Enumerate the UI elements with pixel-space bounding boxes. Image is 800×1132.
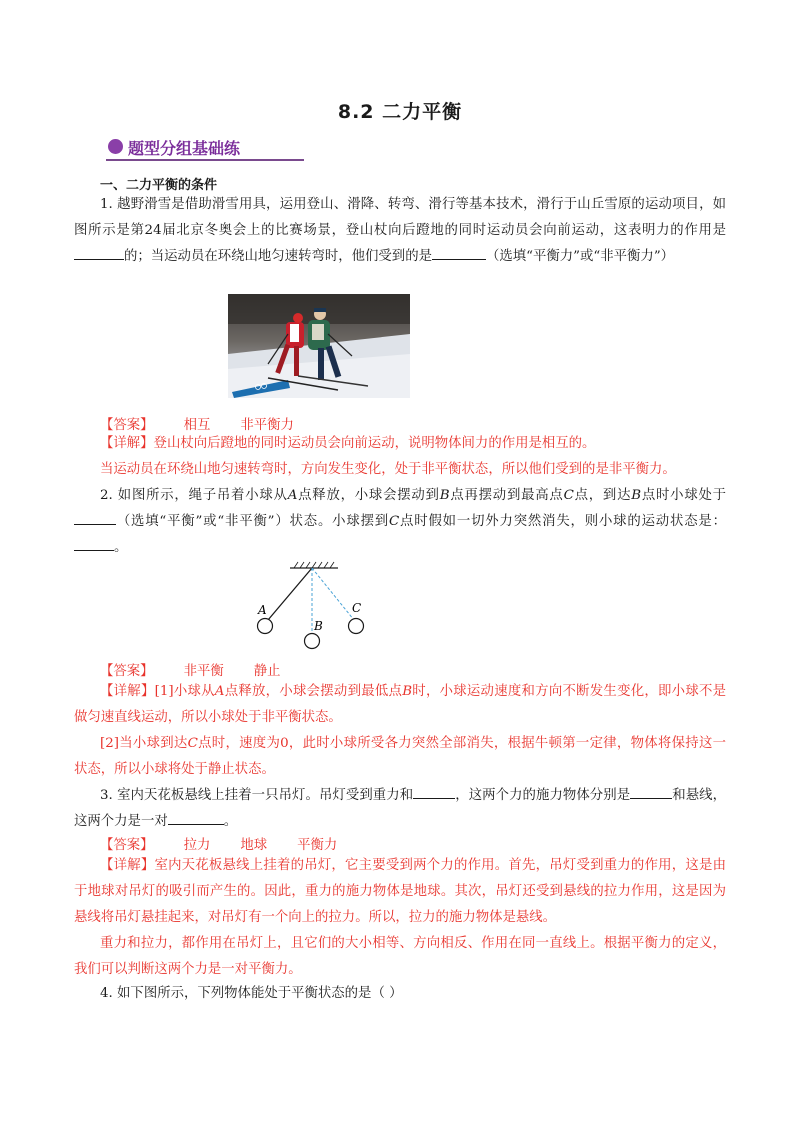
detail-2a: 【详解】[1]小球从A点释放，小球会摆动到最低点B时，小球运动速度和方向不断发生变化，即小球不是做匀速直线运动，所以小球处于非平衡状态。	[74, 684, 727, 725]
label-a: A	[258, 603, 267, 617]
label-c: C	[352, 601, 362, 615]
question-1: 1. 越野滑雪是借助滑雪用具，运用登山、滑降、转弯、滑行等基本技术，滑行于山丘雪原的运动项目，如图所示是第24届北京冬奥会上的比赛场景，登山杖向后蹬地的同时运动员会向前运动，这表明力的作用是的；当运动员在环绕山地匀速转弯时，他们受到的是 （选填“平衡力”或“非平衡力”）	[74, 197, 726, 264]
pendulum-diagram	[246, 560, 376, 668]
answer-2: 【答案】 非平衡 静止	[100, 664, 281, 679]
detail-1a: 【详解】登山杖向后蹬地的同时运动员会向前运动，说明物体间力的作用是相互的。	[100, 436, 596, 451]
blank-6	[630, 785, 672, 799]
answer-3: 【答案】 拉力 地球 平衡力	[100, 838, 338, 853]
blank-2	[432, 246, 486, 260]
banner-text: 题型分组基础练	[128, 139, 241, 158]
blank-4	[74, 537, 114, 551]
blank-3	[74, 511, 116, 525]
detail-2b: [2]当小球到达C点时，速度为0，此时小球所受各力突然全部消失，根据牛顿第一定律，物体将保持这一状态，所以小球将处于静止状态。	[74, 736, 726, 777]
page-title: 8.2 二力平衡	[337, 101, 463, 123]
label-b: B	[314, 619, 323, 633]
section-heading: 一、二力平衡的条件	[100, 178, 218, 193]
answer-1: 【答案】 相互 非平衡力	[100, 418, 294, 433]
blank-1	[74, 246, 124, 260]
blank-7	[168, 811, 224, 825]
question-2: 2. 如图所示，绳子吊着小球从A点释放，小球会摆动到B点再摆动到最高点C点，到达B点时小球处于（选填“平衡”或“非平衡”）状态。小球摆到C点时假如一切外力突然消失，则小球的运动状态是：。	[74, 483, 726, 561]
section-banner	[106, 135, 304, 161]
detail-1b: 当运动员在环绕山地匀速转弯时，方向发生变化，处于非平衡状态，所以他们受到的是非平衡力。	[100, 462, 676, 477]
question-3: 3. 室内天花板悬线上挂着一只吊灯。吊灯受到重力和 ，这两个力的施力物体分别是 和悬线，这两个力是一对 。	[74, 783, 726, 835]
detail-3a: 【详解】室内天花板悬线上挂着的吊灯，它主要受到两个力的作用。首先，吊灯受到重力的作用，这是由于地球对吊灯的吸引而产生的。因此，重力的施力物体是地球。其次，吊灯还受到悬线的拉力作用，这是因为悬线将吊灯悬挂起来，对吊灯有一个向上的拉力。所以，拉力的施力物体是悬线。	[74, 858, 726, 925]
question-4: 4. 如下图所示，下列物体能处于平衡状态的是（ ）	[100, 986, 403, 1001]
blank-5	[413, 785, 455, 799]
detail-3b: 重力和拉力，都作用在吊灯上，且它们的大小相等、方向相反、作用在同一直线上。根据平衡力的定义，我们可以判断这两个力是一对平衡力。	[74, 936, 726, 977]
bullet-icon	[108, 139, 123, 154]
skiing-photo	[228, 294, 410, 398]
